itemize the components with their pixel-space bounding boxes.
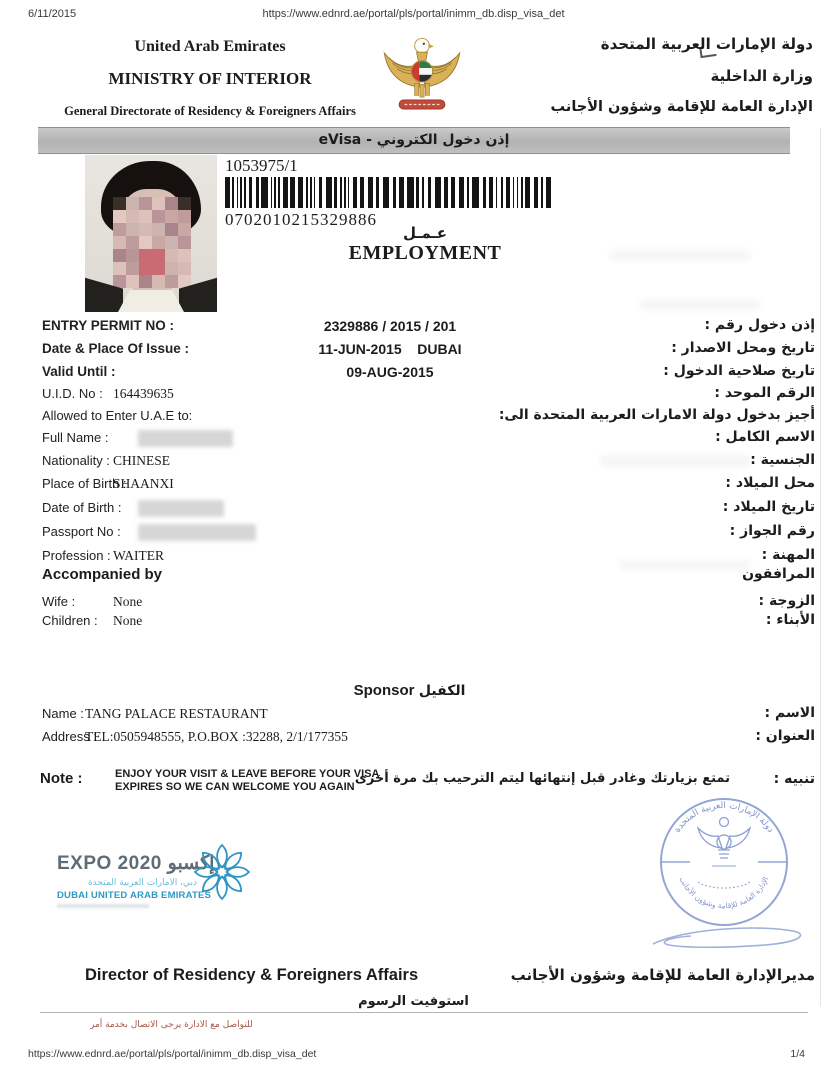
stamp-ring-text-bottom: الإدارة العامة للإقامة وشؤون الأجانب	[677, 875, 771, 911]
footer-divider	[40, 1012, 808, 1013]
bleed-through-artifact	[640, 300, 760, 310]
svg-text:الإدارة العامة للإقامة وشؤون ا	[678, 875, 771, 910]
field-label-en: Valid Until :	[42, 364, 116, 379]
bleed-through-artifact	[620, 560, 750, 570]
field-label-en: Nationality :	[42, 453, 110, 468]
stamp-ring-text-top: دولة الإمارات العربية المتحدة	[672, 800, 776, 835]
country-name-en: United Arab Emirates	[134, 38, 286, 55]
field-row-issue	[0, 341, 827, 363]
note-text-ar: تمتع بزيارتك وغادر قبل إنتهائها ليتم الترحيب بك مرة أخرى	[354, 771, 730, 786]
sponsor-heading-en: Sponsor	[353, 682, 415, 699]
field-value: 2329886 / 2015 / 201	[323, 318, 457, 334]
note-label-en: Note :	[40, 770, 83, 787]
field-label-ar: المهنة :	[761, 547, 815, 563]
field-row-passport-no	[0, 524, 827, 546]
accompanied-heading-en: Accompanied by	[42, 566, 163, 583]
ministry-name-en: MINISTRY OF INTERIOR	[108, 69, 312, 88]
field-value: 09-AUG-2015	[346, 364, 434, 380]
field-row-uid	[0, 386, 827, 408]
field-label-en: Children :	[42, 613, 98, 628]
field-label-en: Passport No :	[42, 524, 121, 539]
field-label-ar: الأبناء :	[765, 612, 815, 628]
redacted-value-box	[138, 524, 256, 541]
field-value: SHAANXI	[113, 476, 174, 491]
note-text-en	[115, 768, 379, 794]
field-value: TEL:0505948555, P.O.BOX :32288, 2/1/177355	[85, 729, 348, 744]
accompanied-heading-ar: المرافقون	[742, 566, 815, 582]
expo-faint-line	[57, 904, 149, 908]
field-value: WAITER	[113, 548, 164, 563]
director-title-ar: مديرالإدارة العامة للإقامة وشؤون الأجانب	[510, 966, 815, 984]
fees-collected-text: استوفيت الرسوم	[358, 994, 469, 1009]
letterhead-arabic	[513, 36, 813, 116]
visa-type-english: EMPLOYMENT	[348, 242, 502, 264]
field-row-full-name	[0, 430, 827, 452]
directorate-name-ar: الإدارة العامة للإقامة وشؤون الأجانب	[550, 99, 813, 115]
sponsor-heading	[0, 682, 827, 700]
field-label-en: ENTRY PERMIT NO :	[42, 318, 175, 333]
note-text-en-line2: EXPIRES SO WE CAN WELCOME YOU AGAIN	[115, 781, 355, 793]
redacted-value-box	[138, 430, 233, 447]
field-label-en: Full Name :	[42, 430, 109, 445]
print-url: https://www.ednrd.ae/portal/pls/portal/inimm_db.disp_visa_det	[262, 8, 565, 20]
field-label-ar: إذن دخول رقم :	[704, 317, 815, 333]
field-label-ar: الاسم :	[764, 705, 815, 721]
applicant-photo	[85, 155, 217, 312]
field-label-ar: محل الميلاد :	[725, 475, 815, 491]
field-label-en: Wife :	[42, 594, 76, 609]
bleed-through-artifact	[600, 455, 750, 467]
barcode	[225, 177, 583, 208]
field-value: TANG PALACE RESTAURANT	[85, 706, 268, 721]
expo-subtitle-en: DUBAI UNITED ARAB EMIRATES	[57, 890, 212, 901]
field-label-ar: تاريخ صلاحية الدخول :	[663, 363, 815, 379]
expo-rosette-icon	[190, 840, 254, 909]
uae-falcon-emblem-icon	[376, 30, 468, 127]
footer-page-number: 1/4	[790, 1048, 805, 1060]
note-text-en-line1: ENJOY YOUR VISIT & LEAVE BEFORE YOUR VISA	[115, 768, 380, 780]
note-label-ar: تنبيه :	[773, 771, 815, 787]
field-label-en: Name :	[42, 706, 84, 721]
signature-scribble-icon	[645, 918, 810, 968]
scan-edge-artifact	[820, 128, 821, 1006]
expo-subtitle-ar: دبي، الامارات العربية المتحدة	[87, 878, 197, 888]
bleed-through-artifact	[610, 250, 750, 260]
country-name-ar: دولة الإمارات العربية المتحدة	[600, 35, 813, 53]
expo-title: EXPO 2020 إكسبو	[57, 853, 215, 874]
field-label-en: Date & Place Of Issue :	[42, 341, 190, 356]
evisa-title-banner: إذن دخول الكتروني - eVisa	[38, 127, 790, 154]
barcode-number: 0702010215329886	[225, 210, 377, 229]
field-row-valid-until	[0, 364, 827, 386]
field-label-en: Date of Birth :	[42, 500, 122, 515]
footer-url: https://www.ednrd.ae/portal/pls/portal/inimm_db.disp_visa_det	[28, 1048, 317, 1060]
field-row-entry-permit	[0, 318, 827, 340]
field-value: None	[113, 594, 143, 609]
field-label-ar: الجنسية :	[750, 452, 815, 468]
field-row-sponsor-address	[0, 729, 827, 751]
field-row-date-of-birth	[0, 500, 827, 522]
field-label-ar: العنوان :	[755, 728, 815, 744]
field-label-en: Profession :	[42, 548, 111, 563]
visa-type-arabic: عـمـل	[403, 224, 447, 242]
field-row-place-of-birth	[0, 476, 827, 498]
field-label-ar: رقم الجواز :	[729, 523, 815, 539]
letterhead-english	[55, 38, 365, 119]
field-value: 164439635	[113, 386, 174, 401]
print-date: 6/11/2015	[28, 8, 77, 20]
photo-shirt	[118, 290, 184, 312]
expo-2020-logo-text	[57, 852, 215, 908]
field-label-en: Allowed to Enter U.A.E to:	[42, 408, 193, 423]
field-label-ar: الرقم الموحد :	[714, 385, 815, 401]
field-label-ar: تاريخ الميلاد :	[722, 499, 815, 515]
field-row-children	[0, 613, 827, 635]
field-label-ar: الزوجة :	[758, 593, 815, 609]
field-label-ar: أجيز بدخول دولة الامارات العربية المتحدة الى:	[498, 407, 815, 423]
contact-amer-text: للتواصل مع الادارة يرجى الاتصال بخدمة أمر	[90, 1020, 253, 1030]
sponsor-heading-ar: الكفيل	[418, 683, 466, 699]
field-label-ar: الاسم الكامل :	[715, 429, 815, 445]
redacted-value-box	[138, 500, 224, 517]
directorate-name-en: General Directorate of Residency & Foreigners Affairs	[64, 104, 356, 118]
face-mosaic	[113, 197, 191, 288]
field-value: CHINESE	[113, 453, 170, 468]
field-value: None	[113, 613, 143, 628]
field-row-sponsor-name	[0, 706, 827, 728]
field-label-en: U.I.D. No :	[42, 386, 103, 401]
field-row-allowed-to-enter	[0, 408, 827, 430]
field-label-en: Address :	[42, 729, 97, 744]
field-value: 11-JUN-2015 DUBAI	[318, 341, 462, 357]
ministry-name-ar: وزارة الداخلية	[710, 67, 813, 85]
field-label-ar: تاريخ ومحل الاصدار :	[671, 340, 815, 356]
permit-serial-number: 1053975/1	[225, 156, 298, 175]
field-label-en: Place of Birth :	[42, 476, 127, 491]
director-title-en: Director of Residency & Foreigners Affairs	[85, 966, 419, 984]
